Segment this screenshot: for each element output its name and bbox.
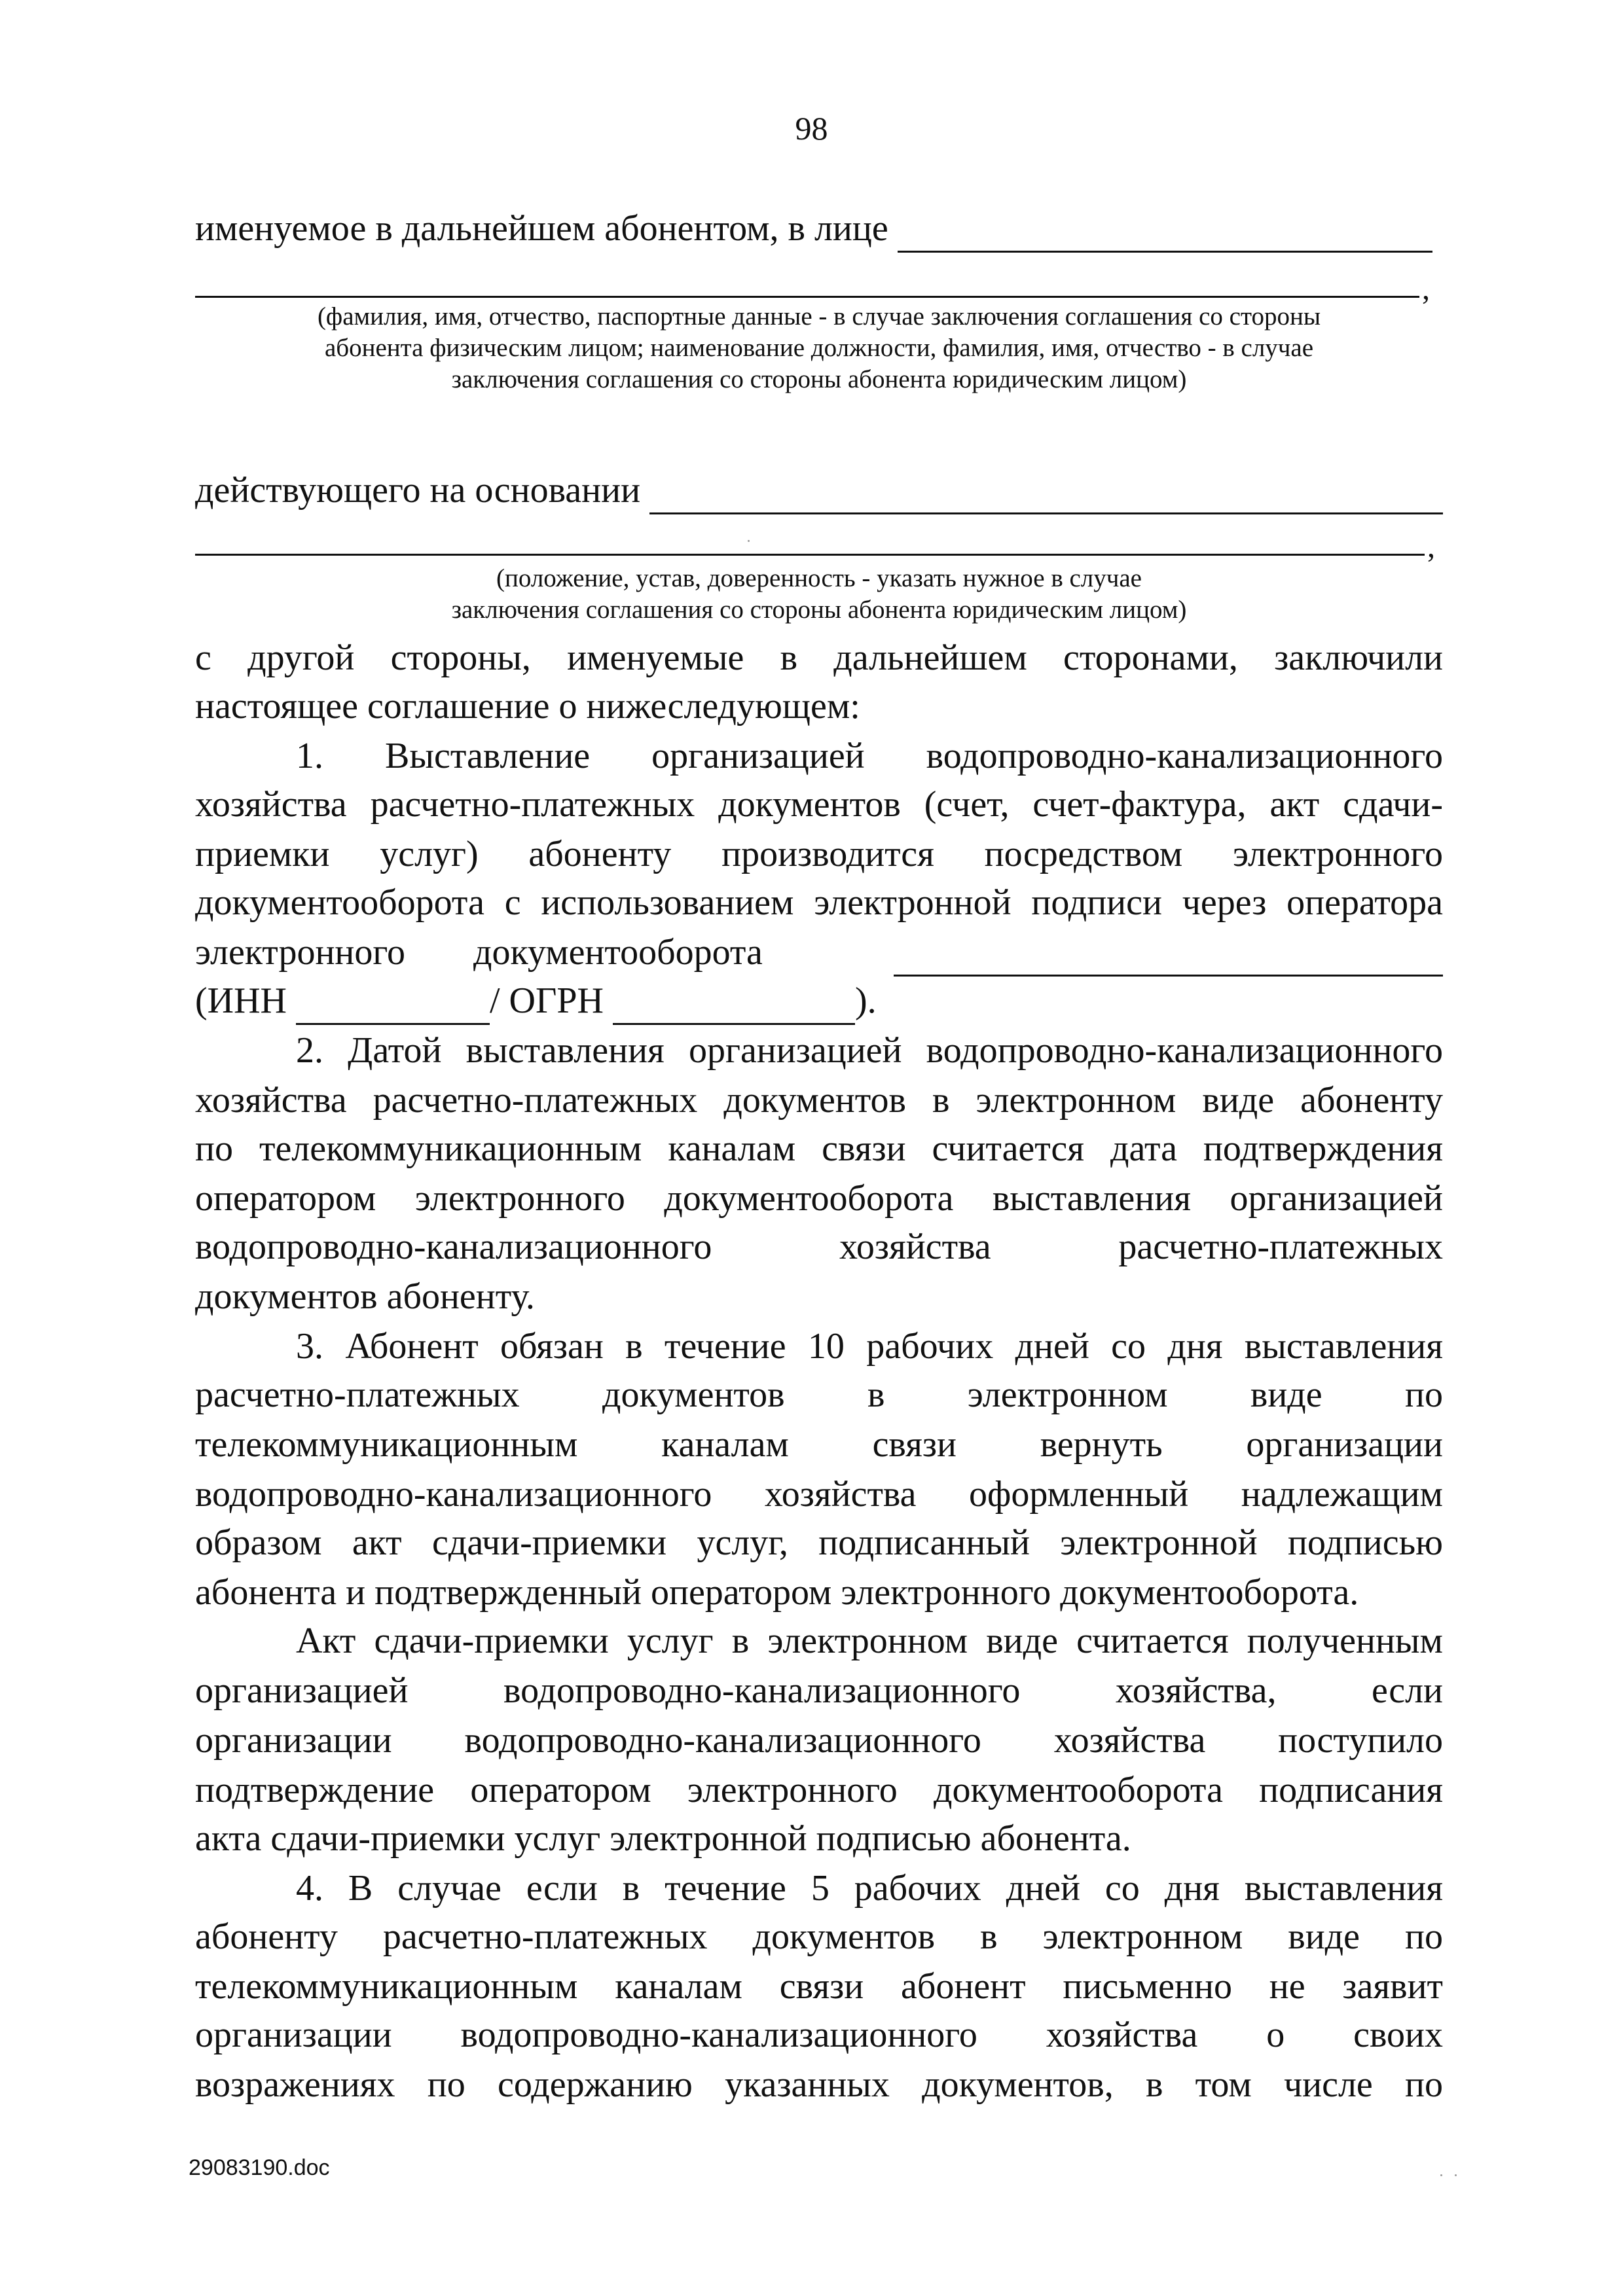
p3b-line: организацией водопроводно-канализационного хозяйства, если <box>195 1670 1443 1711</box>
p4-line: возражениях по содержанию указанных документов, в том числе по <box>195 2064 1443 2105</box>
p1-line: приемки услуг) абоненту производится посредством электронного <box>195 834 1443 874</box>
footer-filename: 29083190.doc <box>189 2155 330 2180</box>
intro-note-2: абонента физическим лицом; наименование должности, фамилия, имя, отчество - в случае <box>324 334 1314 362</box>
p4-line: 4. В случае если в течение 5 рабочих дней со дня выставления <box>296 1868 1443 1909</box>
basis-note-2: заключения соглашения со стороны абонента юридическим лицом) <box>451 596 1187 624</box>
p3b-line: Акт сдачи-приемки услуг в электронном виде считается полученным <box>296 1621 1443 1661</box>
p3-line: абонента и подтвержденный оператором электронного документооборота. <box>195 1572 1359 1613</box>
p2-line: по телекоммуникационным каналам связи считается дата подтверждения <box>195 1128 1443 1169</box>
p3b-line: акта сдачи-приемки услуг электронной подписью абонента. <box>195 1818 1131 1859</box>
inn-label: (ИНН <box>195 980 287 1021</box>
basis-comma: , <box>1427 529 1435 564</box>
p3b-line: подтверждение оператором электронного документооборота подписания <box>195 1770 1443 1810</box>
basis-blank <box>649 476 1443 514</box>
body-line: с другой стороны, именуемые в дальнейшем сторонами, заключили <box>195 637 1443 678</box>
intro-note-1: (фамилия, имя, отчество, паспортные данные - в случае заключения соглашения со стороны <box>317 302 1321 331</box>
p2-line: оператором электронного документооборота выставления организацией <box>195 1178 1443 1219</box>
p1-line: 1. Выставление организацией водопроводно-канализационного <box>296 736 1443 776</box>
intro-text: именуемое в дальнейшем абонентом, в лице <box>195 208 888 249</box>
p3-line: 3. Абонент обязан в течение 10 рабочих дней со дня выставления <box>296 1326 1443 1367</box>
basis-blank-line <box>195 554 1425 556</box>
ogrn-blank <box>613 986 855 1025</box>
p2-line: 2. Датой выставления организацией водопроводно-канализационного <box>296 1030 1443 1071</box>
scan-speck <box>1455 2174 1457 2176</box>
inn-ogrn-line <box>195 977 1443 1025</box>
basis-note-1: (положение, устав, доверенность - указать нужное в случае <box>496 564 1142 592</box>
basis-text: действующего на основании <box>195 470 641 511</box>
p3-line: расчетно-платежных документов в электронном виде по <box>195 1374 1443 1415</box>
p3b-line: организации водопроводно-канализационного хозяйства поступило <box>195 1720 1443 1761</box>
scan-speck <box>1440 2174 1442 2176</box>
p1-line: документооборота с использованием электронной подписи через оператора <box>195 882 1443 923</box>
operator-line <box>195 928 1443 977</box>
basis-line <box>195 466 1443 514</box>
p4-line: абоненту расчетно-платежных документов в электронном виде по <box>195 1916 1443 1957</box>
intro-comma: , <box>1422 272 1430 306</box>
representative-blank <box>898 214 1432 253</box>
scan-speck <box>748 540 750 542</box>
p3-line: телекоммуникационным каналам связи вернуть организации <box>195 1424 1443 1465</box>
intro-note-3: заключения соглашения со стороны абонента юридическим лицом) <box>451 365 1187 393</box>
p2-line: водопроводно-канализационного хозяйства расчетно-платежных <box>195 1227 1443 1267</box>
p2-line: хозяйства расчетно-платежных документов в электронном виде абоненту <box>195 1080 1443 1121</box>
p2-line: документов абоненту. <box>195 1276 535 1317</box>
representative-blank-line <box>195 296 1419 298</box>
p4-line: телекоммуникационным каналам связи абонент письменно не заявит <box>195 1966 1443 2007</box>
inn-close: ). <box>854 980 877 1021</box>
p3-line: водопроводно-канализационного хозяйства оформленный надлежащим <box>195 1474 1443 1515</box>
page-number: 98 <box>795 110 828 147</box>
p1-line: хозяйства расчетно-платежных документов (счет, счет-фактура, акт сдачи- <box>195 784 1443 825</box>
p3-line: образом акт сдачи-приемки услуг, подписанный электронной подписью <box>195 1522 1443 1563</box>
p4-line: организации водопроводно-канализационного хозяйства о своих <box>195 2015 1443 2055</box>
operator-text: электронного документооборота <box>195 932 763 973</box>
body-line: настоящее соглашение о нижеследующем: <box>195 686 860 726</box>
inn-blank <box>296 986 490 1025</box>
intro-line <box>195 204 1432 253</box>
ogrn-label: / ОГРН <box>489 980 604 1021</box>
operator-blank <box>894 938 1443 977</box>
